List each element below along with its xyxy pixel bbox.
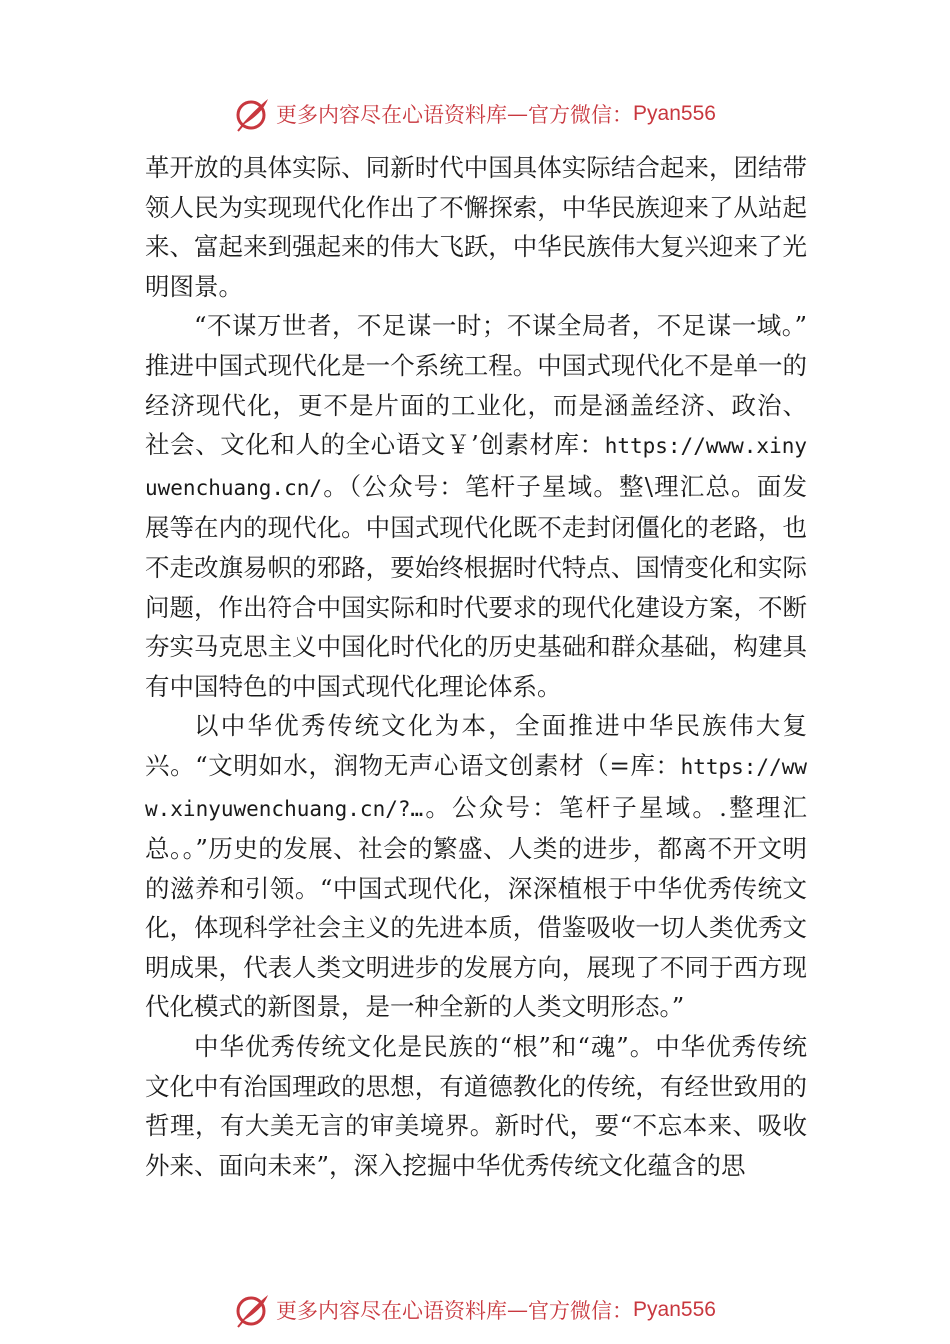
- paragraph-3: [145, 706, 807, 1027]
- paragraph-2-text-b: 。（公众号：笔杆子星域。整\理汇总。面发展等在内的现代化。中国式现代化既不走封闭僵化的老路，也不走改旗易帜的邪路，要始终根据时代特点、国情变化和实际问题，作出符合中国实际和时代要求的现代化建设方案，不断夯实马克思主义中国化时代化的历史基础和群众基础，构建具有中国特色的中国式现代化理论体系。: [145, 471, 807, 701]
- banner-text: 更多内容尽在心语资料库: [276, 103, 508, 127]
- banner-dash: —: [507, 102, 529, 126]
- footer-banner-text: 更多内容尽在心语资料库: [276, 1299, 508, 1323]
- paragraph-4: 中华优秀传统文化是民族的“根”和“魂”。中华优秀传统文化中有治国理政的思想，有道德教化的传统，有经世致用的哲理，有大美无言的审美境界。新时代，要“不忘本来、吸收外来、面向未来”，深入挖掘中华优秀传统文化蕴含的思: [145, 1032, 807, 1180]
- paragraph-3-text-b: 。公众号：笔杆子星域。.整理汇总。。”历史的发展、社会的繁盛、人类的进步，都离不开文明的滋养和引领。“中国式现代化，深深植根于中华优秀传统文化，体现科学社会主义的先进本质，借鉴吸收一切人类优秀文明成果，代表人类文明进步的发展方向，展现了不同于西方现代化模式的新图景，是一种全新的人类文明形态。”: [145, 792, 807, 1022]
- feather-logo-icon: [234, 95, 272, 133]
- header-banner: [0, 94, 950, 134]
- paragraph-2: [145, 306, 807, 706]
- document-body: [145, 148, 807, 1185]
- footer-wechat-id: Pyan556: [633, 1298, 716, 1321]
- paragraph-2-text-a: “不谋万世者，不足谋一时；不谋全局者，不足谋一域。” 推进中国式现代化是一个系统工程。中国式现代化不是单一的经济现代化，更不是片面的工业化，而是涵盖经济、政治、 社会、文化和人的全心语文￥’创素材库：: [145, 311, 807, 460]
- feather-logo-icon: [234, 1291, 272, 1329]
- footer-wechat-label: 官方微信：: [528, 1299, 634, 1323]
- banner-wechat-id: Pyan556: [633, 102, 716, 125]
- paragraph-3-text-a: 以中华优秀传统文化为本，全面推进中华民族伟大复兴。“文明如水，润物无声心语文创素材（=库：: [145, 711, 807, 780]
- paragraph-1: 革开放的具体实际、同新时代中国具体实际结合起来，团结带领人民为实现现代化作出了不懈探索，中华民族迎来了从站起来、富起来到强起来的伟大飞跃，中华民族伟大复兴迎来了光明图景。: [145, 153, 807, 301]
- footer-banner: [0, 1290, 950, 1330]
- paragraph-2-url: https://www.xinyuwenchuang.cn/: [145, 434, 807, 500]
- banner-wechat-label: 官方微信：: [528, 103, 634, 127]
- footer-banner-dash: —: [507, 1298, 529, 1322]
- paragraph-3-url: https://www.xinyuwenchuang.cn/?…: [145, 754, 807, 821]
